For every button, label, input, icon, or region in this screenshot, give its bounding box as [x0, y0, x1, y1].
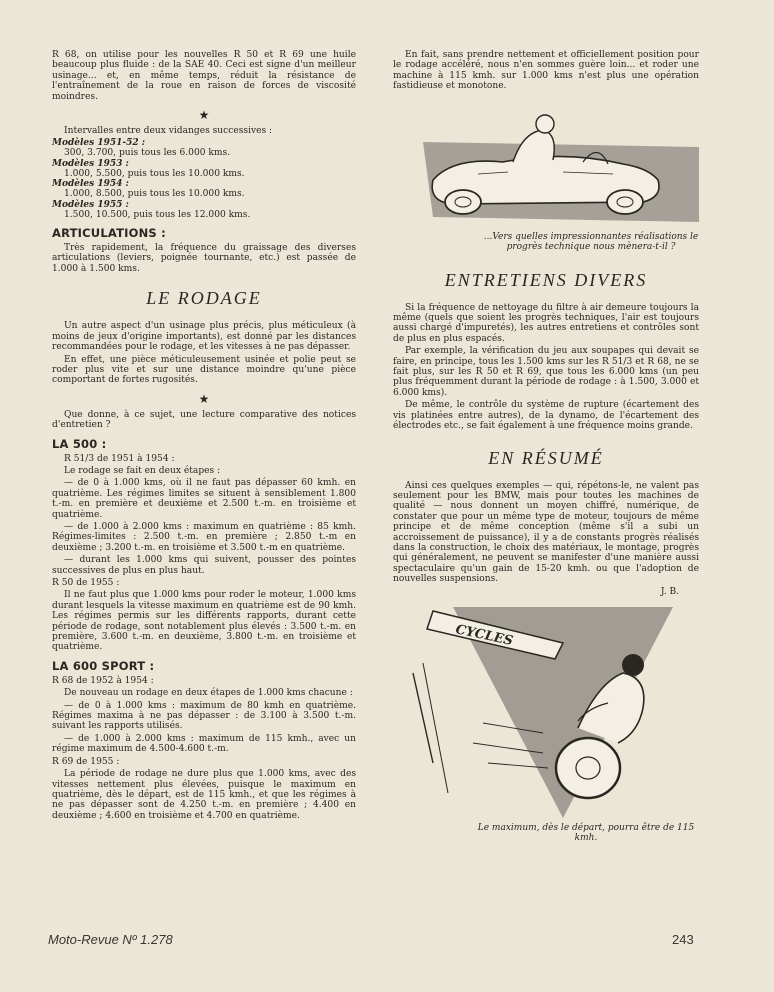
body-paragraph: Le rodage se fait en deux étapes : [64, 465, 221, 476]
motorcycle-illustration [393, 603, 699, 823]
model-text: 1.500, 10.500, puis tous les 12.000 kms. [64, 209, 251, 220]
body-paragraph: Par exemple, la vérification du jeu aux soupapes qui devait se faire, en principe, tous les 1.500 kms sur les R 51/3 et R 68, ne se fait plus, sur les R 50 et R 69, que tous les 6.000 kms (un peu plus fréquemment durant la période de rodage : à 1.500, 3.000 et 6.000 kms). [393, 346, 699, 398]
illustration-caption: Le maximum, dès le départ, pourra être de 115 kmh. [477, 822, 695, 843]
car-illustration [393, 102, 699, 232]
articulations-paragraph: Très rapidement, la fréquence du graissage des diverses articulations (leviers, poignée tournante, etc.) est passée de 1.000 à 1.500 kms. [52, 243, 356, 274]
body-paragraph: — de 0 à 1.000 kms : maximum de 80 kmh en quatrième. Régimes maxima à ne pas dépasser : de 3.100 à 3.500 t.-m. suivant les rapports utilisés. [52, 700, 356, 732]
intro-paragraph: En fait, sans prendre nettement et officiellement position pour le rodage accéléré, nous n'en sommes guère loin... et roder une machine à 115 kmh. sur 1.000 kms n'est plus une opération fastidieuse et monotone. [393, 50, 699, 92]
rodage-paragraph: Un autre aspect d'un usinage plus précis, plus méticuleux (à moins de jeux d'origine importants), est donné par les distances recommandées pour le rodage, et les vitesses à ne pas dépasser. [52, 321, 356, 353]
intro-paragraph: R 68, on utilise pour les nouvelles R 50 et R 69 une huile beaucoup plus fluide : de la SAE 40. Ceci est signe d'un meilleur usinage... et, en même temps, réduit la résistance de l'entraînement de la roue en raison de forces de viscosité moindres. [52, 50, 356, 102]
author-signature: J. B. [660, 586, 679, 597]
model-label: Modèles 1951-52 : [52, 138, 146, 149]
page-number: 243 [672, 932, 694, 947]
model-label: Modèles 1954 : [52, 179, 129, 190]
la600-heading: LA 600 SPORT : [52, 658, 155, 673]
body-paragraph: Ainsi ces quelques exemples — qui, répétons-le, ne valent pas seulement pour les BMW, mais pour toutes les machines de qualité — nous donnent un moyen chiffré, numérique, de constater que pour un même type de moteur, toujours de même principe et de même conception (même s'il a subi un accroissement de puissance), il y a de constants progrès réalisés dans la construction, le choix des matériaux, le montage, progrès qui généralement, ne peuvent se manifester d'une manière aussi spectaculaire qu'un gain de 15-20 kmh. ou que l'adoption de nouvelles suspensions. [393, 480, 699, 585]
star-separator: ★ [198, 108, 210, 123]
magazine-name: Moto-Revue Nº 1.278 [48, 932, 173, 947]
question-paragraph: Que donne, à ce sujet, une lecture comparative des notices d'entretien ? [52, 409, 356, 431]
body-paragraph: Il ne faut plus que 1.000 kms pour roder le moteur, 1.000 kms durant lesquels la vitesse maximum en quatrième est de 90 kmh. Les régimes permis sur les différents rapports, durant cette période de rodage, sont notablement plus élevés : 3.500 t.-m. en première, 3.600 t.-m. en deuxième, 3.800 t.-m. en troisième et quatrième. [52, 590, 356, 653]
cycles-sign-text: CYCLES [454, 621, 515, 649]
rodage-paragraph: En effet, une pièce méticuleusement usinée et polie peut se roder plus vite et sur une distance moindre qu'une pièce comportant de fortes rugosités. [52, 354, 356, 386]
model-subheading: R 50 de 1955 : [52, 578, 120, 588]
model-text: 1.000, 5.500, puis tous les 10.000 kms. [64, 168, 245, 179]
body-paragraph: La période de rodage ne dure plus que 1.000 kms, avec des vitesses nettement plus élevées, puisque le maximum en quatrième, dès le départ, est de 115 kmh., et que les régimes à ne pas dépasser sont de 4.250 t.-m. en première ; 4.400 en deuxième ; 4.600 en troisième et 4.700 en quatrième. [52, 769, 356, 821]
body-paragraph: De même, le contrôle du système de rupture (écartement des vis platinées entre autres), de la dynamo, de l'écartement des électrodes etc., se fait également à une fréquence moins grande. [393, 400, 699, 432]
body-paragraph: De nouveau un rodage en deux étapes de 1.000 kms chacune : [64, 688, 353, 699]
resume-title: EN RÉSUMÉ [488, 447, 604, 468]
model-subheading: R 68 de 1952 à 1954 : [52, 675, 154, 686]
model-subheading: R 51/3 de 1951 à 1954 : [64, 453, 175, 464]
model-label: Modèles 1953 : [52, 158, 129, 169]
racing-car-drawing [393, 102, 699, 232]
body-paragraph: — durant les 1.000 kms qui suivent, pousser des pointes successives de plus en plus haut. [52, 555, 356, 576]
model-label: Modèles 1955 : [52, 199, 129, 210]
left-column [52, 50, 356, 823]
model-list [52, 138, 356, 220]
entretiens-title: ENTRETIENS DIVERS [444, 269, 648, 290]
rodage-title: LE RODAGE [146, 288, 262, 309]
body-paragraph: Si la fréquence de nettoyage du filtre à air demeure toujours la même (quels que soient les progrès techniques, l'air est toujours aussi chargé d'impuretés), les autres entretiens et contrôles sont de plus en plus espacés. [393, 302, 699, 344]
body-paragraph: — de 1.000 à 2.000 kms : maximum de 115 kmh., avec un régime maximum de 4.500-4.600 t.-m. [52, 733, 356, 755]
motorcycle-drawing [393, 603, 699, 823]
intervals-title: Intervalles entre deux vidanges successives : [64, 126, 273, 137]
model-subheading: R 69 de 1955 : [52, 756, 120, 767]
articulations-heading: ARTICULATIONS : [52, 226, 166, 241]
model-text: 1.000, 8.500, puis tous les 10.000 kms. [64, 189, 245, 200]
illustration-caption: ...Vers quelles impressionnantes réalisations le progrès technique nous mènera-t-il ? [483, 231, 699, 252]
star-separator: ★ [198, 391, 210, 406]
model-text: 300, 3.700, puis tous les 6.000 kms. [64, 148, 231, 159]
body-paragraph: — de 0 à 1.000 kms, où il ne faut pas dépasser 60 kmh. en quatrième. Les régimes limites se situent à sensiblement 1.800 t.-m. en première et deuxième et 2.500 t.-m. en troisième et quatrième. [52, 478, 356, 520]
la500-heading: LA 500 : [52, 436, 107, 451]
body-paragraph: — de 1.000 à 2.000 kms : maximum en quatrième : 85 kmh. Régimes-limites : 2.500 t.-m. en première ; 2.850 t.-m en deuxième ; 3.200 t.-m. en troisième et 3.500 t.-m en quatrième. [52, 521, 356, 553]
right-column [393, 50, 699, 843]
